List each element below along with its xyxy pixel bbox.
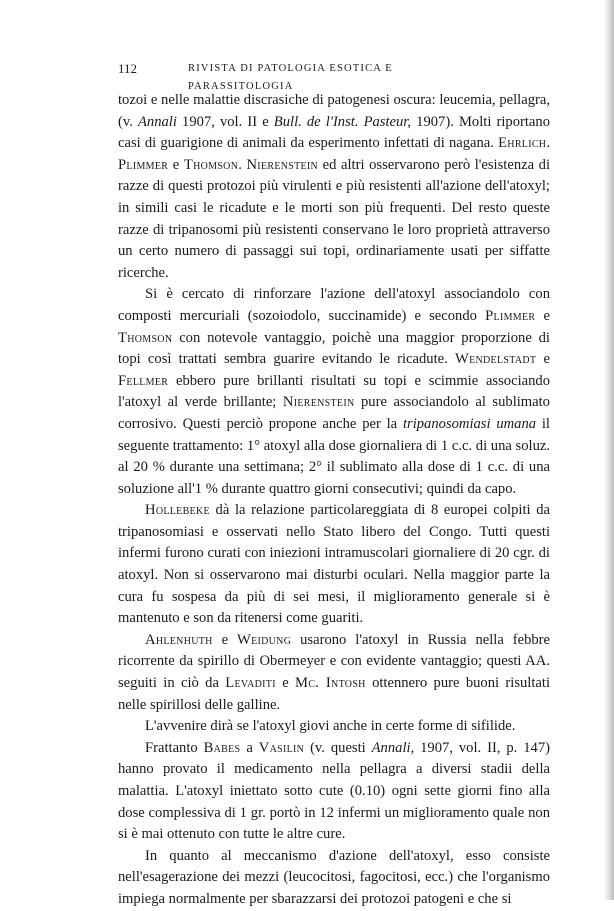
italic-text: Annali xyxy=(371,739,411,756)
text-run: dà la relazione particolareggiata di 8 europei colpiti da tripanosomiasi e osservati nello Stato libero del Congo. Tutti questi infermi furono curati con iniezioni intramuscolari giornaliere di 20 cgr. di atoxyl. Non si osservarono mai disturbi oculari. Nella maggior parte la cura fu sospesa da più di sei mesi, il miglioramento generale si è mantenuto e son da ritenersi come guariti. xyxy=(118,502,550,627)
text-run: L'avvenire dirà se l'atoxyl giovi anche in certe forme di sifilide. xyxy=(145,718,516,735)
author-name: Ehrlich xyxy=(498,135,547,152)
author-name: Plimmer xyxy=(118,156,169,173)
page-number: 112 xyxy=(118,61,138,76)
text-run: ottennero pure buoni risultati nelle spirillosi delle galline. xyxy=(118,675,550,713)
author-name: Weidung xyxy=(237,631,292,648)
paragraph xyxy=(118,716,550,738)
text-run: ebbero pure brillanti risultati su topi e scimmie associando l'atoxyl al verde brillante; xyxy=(118,372,550,411)
author-name: Mc. Intosh xyxy=(295,675,366,692)
running-title: RIVISTA DI PATOLOGIA ESOTICA E PARASSITOLOGIA xyxy=(188,63,393,92)
text-run: Si è cercato di rinforzare l'azione dell'atoxyl associandolo con composti mercuriali (sozoiodolo, succinamide) e secondo xyxy=(118,286,550,324)
author-name: Hollebeke xyxy=(145,502,210,519)
text-run: il seguente trattamento: 1° atoxyl alla dose giornaliera di 1 c.c. di una soluz. al 20 % durante una settimana; 2° il sublimato alla dose di 1 c.c. di una soluzione all'1 % durante quattro giorni consecutivi; quindi da capo. xyxy=(118,415,550,497)
author-name: Ahlenhuth xyxy=(145,631,213,648)
italic-text: tripanosomiasi umana xyxy=(402,415,537,432)
paragraph xyxy=(118,738,550,846)
text-run: 1907). Molti riportano casi di guarigione di animali da esperimento infettati di nagana. xyxy=(118,113,550,152)
running-header xyxy=(118,60,490,92)
page-edge-shadow xyxy=(604,0,614,900)
text-run: a xyxy=(240,739,259,756)
text-run: usarono l'atoxyl in Russia nella febbre ricorrente da spirillo di Obermeyer e con evidente vantaggio; questi AA. seguiti in ciò da xyxy=(118,631,550,692)
text-run: e xyxy=(168,156,184,173)
author-name: Babes xyxy=(203,739,241,756)
author-name: Nierenstein xyxy=(246,156,319,173)
text-run: . xyxy=(238,156,247,173)
text-run: e xyxy=(275,675,296,692)
text-run: con notevole vantaggio, poichè una maggior proporzione di topi così trattati sembra guarire evitando le ricadute. xyxy=(118,329,550,368)
text-run: tozoi e nelle malattie discrasiche di patogenesi oscura: leucemia, pellagra, (v. xyxy=(118,92,550,130)
italic-text: Bull. de l'Inst. Pasteur, xyxy=(273,113,412,130)
italic-text: Annali xyxy=(137,113,177,130)
author-name: Vasilin xyxy=(258,739,305,756)
text-run: , 1907, vol. II, p. 147) hanno provato il medicamento nella pellagra a diversi stadii della malattia. L'atoxyl iniettato sotto cute (0.10) ogni sette giorni fino alla dose complessiva di 1 gr. portò in 12 infermi un miglioramento quale non si è mai ottenuto con tutte le altre cure. xyxy=(118,739,550,843)
author-name: Wendelstadt xyxy=(455,351,537,368)
text-run: e xyxy=(212,631,238,648)
paragraph xyxy=(118,90,550,284)
text-run: In quanto al meccanismo d'azione dell'atoxyl, esso consiste nell'esagerazione dei mezzi (leucocitosi, fagocitosi, ecc.) che l'organismo impiega normalmente per sbarazzarsi dei protozoi patogeni e che si xyxy=(118,847,550,907)
paragraph xyxy=(118,284,550,500)
author-name: Nierenstein xyxy=(282,394,355,411)
text-run: (v. questi xyxy=(304,739,372,756)
paragraph xyxy=(118,500,550,630)
body-text xyxy=(118,90,550,911)
author-name: Plimmer xyxy=(485,307,536,324)
author-name: Levaditi xyxy=(225,675,276,692)
text-run: e xyxy=(536,351,550,368)
text-run: Frattanto xyxy=(145,739,204,756)
text-run: pure associandolo al sublimato corrosivo. Questi perciò propone anche per la xyxy=(118,394,550,432)
text-run: . xyxy=(546,135,550,152)
text-run: e xyxy=(535,307,550,324)
author-name: Thomson xyxy=(118,329,173,346)
paragraph xyxy=(118,846,550,911)
text-run: 1907, vol. II e xyxy=(176,113,274,130)
author-name: Thomson xyxy=(183,156,239,173)
paragraph xyxy=(118,630,550,716)
author-name: Fellmer xyxy=(118,372,169,389)
text-run: ed altri osservarono però l'esistenza di razze di questi protozoi più virulenti e più resistenti all'azione dell'atoxyl; in simili casi le ricadute e le morti son più frequenti. Del resto queste razze di tripanosomi più resistenti conservano le loro proprietà attraverso un certo numero di passaggi sui topi, ordinariamente usati per siffatte ricerche. xyxy=(118,156,551,281)
